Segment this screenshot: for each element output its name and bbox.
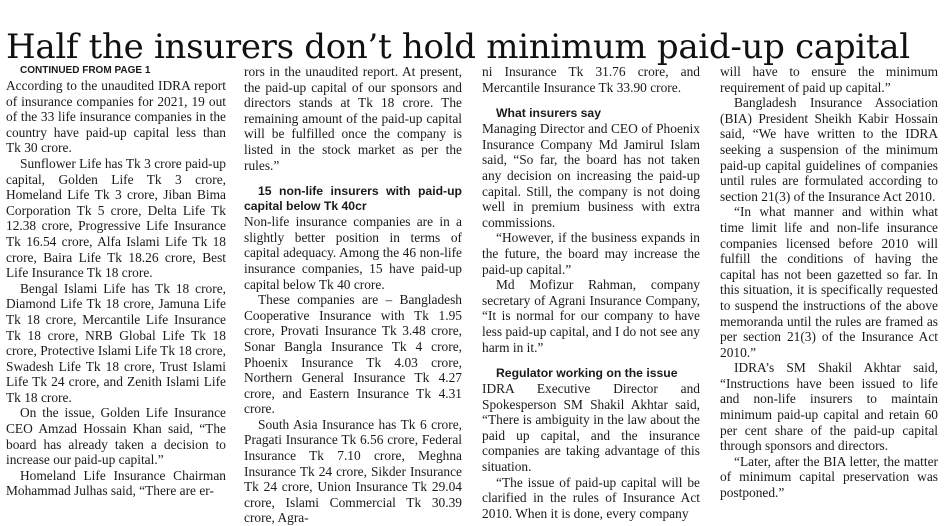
subheading: 15 non-life insurers with paid-up capital below Tk 40cr	[244, 184, 462, 214]
paragraph: South Asia Insurance has Tk 6 crore, Pragati Insurance Tk 6.56 crore, Federal Insurance Tk 7.10 crore, Meghna Insurance Tk 24 crore, Sikder Insurance Tk 24 crore, Union Insurance Tk 29.04 crore, Islami Commercial Tk 30.39 crore, Agra-	[244, 416, 462, 526]
column-2	[244, 64, 462, 526]
paragraph: Md Mofizur Rahman, company secretary of Agrani Insurance Company, “It is normal for our company to have less paid-up capital, and I do not see any harm in it.”	[482, 277, 700, 355]
paragraph: Bengal Islami Life has Tk 18 crore, Diamond Life Tk 18 crore, Jamuna Life Tk 18 crore, Mercantile Life Insurance Tk 18 crore, NRB Global Life Tk 18 crore, Protective Islami Life Tk 18 crore, Swadesh Life Tk 18 crore, Trust Islami Life Tk 24 crore, and Zenith Islami Life Tk 18 crore.	[6, 280, 226, 405]
paragraph: Non-life insurance companies are in a slightly better position in terms of capital adequacy. Among the 46 non-life insurance companies, 15 have paid-up capital below Tk 40 crore.	[244, 214, 462, 292]
paragraph-continued: will have to ensure the minimum requirement of paid up capital.”	[720, 64, 938, 95]
headline: Half the insurers don’t hold minimum paid-up capital	[6, 26, 910, 67]
paragraph-continued: ni Insurance Tk 31.76 crore, and Mercantile Insurance Tk 33.90 crore.	[482, 64, 700, 95]
paragraph: Bangladesh Insurance Association (BIA) President Sheikh Kabir Hossain said, “We have written to the IDRA seeking a suspension of the minimum paid-up capital guidelines of companies until rules are formulated according to section 21(3) of the Insurance Act 2010.	[720, 95, 938, 204]
column-3	[482, 64, 700, 521]
paragraph: Homeland Life Insurance Chairman Mohammad Julhas said, “There are er-	[6, 467, 226, 499]
continued-from-label: CONTINUED FROM PAGE 1	[20, 65, 151, 76]
paragraph: IDRA’s SM Shakil Akhtar said, “Instructions have been issued to life and non-life insurers to maintain minimum paid-up capital and retain 60 per cent share of the paid-up capital through sponsors and directors.	[720, 360, 938, 454]
paragraph: On the issue, Golden Life Insurance CEO Amzad Hossain Khan said, “The board has already taken a decision to increase our paid-up capital.”	[6, 405, 226, 468]
subheading: What insurers say	[496, 106, 601, 121]
column-1	[6, 64, 226, 499]
paragraph: IDRA Executive Director and Spokesperson SM Shakil Akhtar said, “There is ambiguity in the law about the paid up capital, and the insurance companies are taking advantage of this situation.	[482, 381, 700, 475]
paragraph: “In what manner and within what time limit life and non-life insurance companies licensed before 2010 will fulfill the conditions of having the capital has not been gazetted so far. In this situation, it is specifically requested to suspend the instructions of the above memoranda until the rules are framed as per section 21(3) of the Insurance Act 2010.”	[720, 204, 938, 360]
column-4	[720, 64, 938, 501]
paragraph: According to the unaudited IDRA report of insurance companies for 2021, 19 out of the 33 life insurance companies in the country have paid-up capital less than Tk 30 crore.	[6, 78, 226, 156]
paragraph: “However, if the business expands in the future, the board may increase the paid-up capital.”	[482, 230, 700, 277]
paragraph: Sunflower Life has Tk 3 crore paid-up capital, Golden Life Tk 3 crore, Homeland Life Tk 3 crore, Jiban Bima Corporation Tk 5 crore, Delta Life Tk 12.38 crore, Progressive Life Insurance Tk 16.54 crore, Alfa Islami Life Tk 18 crore, Baira Life Tk 18.26 crore, Best Life Insurance Tk 18 crore.	[6, 155, 226, 281]
paragraph: Managing Director and CEO of Phoenix Insurance Company Md Jamirul Islam said, “So far, the board has not taken any decision on increasing the paid-up capital. Still, the company is not doing well in premium business with extra commissions.	[482, 121, 700, 230]
paragraph: These companies are – Bangladesh Cooperative Insurance with Tk 1.95 crore, Provati Insurance Tk 3.48 crore, Sonar Bangla Insurance Tk 4 crore, Phoenix Insurance Tk 4.03 crore, Northern General Insurance Tk 4.27 crore, and Eastern Insurance Tk 4.31 crore.	[244, 292, 462, 417]
subheading: Regulator working on the issue	[496, 366, 678, 381]
paragraph-continued: rors in the unaudited report. At present, the paid-up capital of our sponsors and directors stands at Tk 18 crore. The remaining amount of the paid-up capital will be fulfilled once the company is listed in the stock market as per the rules.”	[244, 64, 462, 173]
paragraph: “Later, after the BIA letter, the matter of minimum capital preservation was postponed.”	[720, 453, 938, 501]
paragraph: “The issue of paid-up capital will be clarified in the rules of Insurance Act 2010. When it is done, every company	[482, 474, 700, 521]
